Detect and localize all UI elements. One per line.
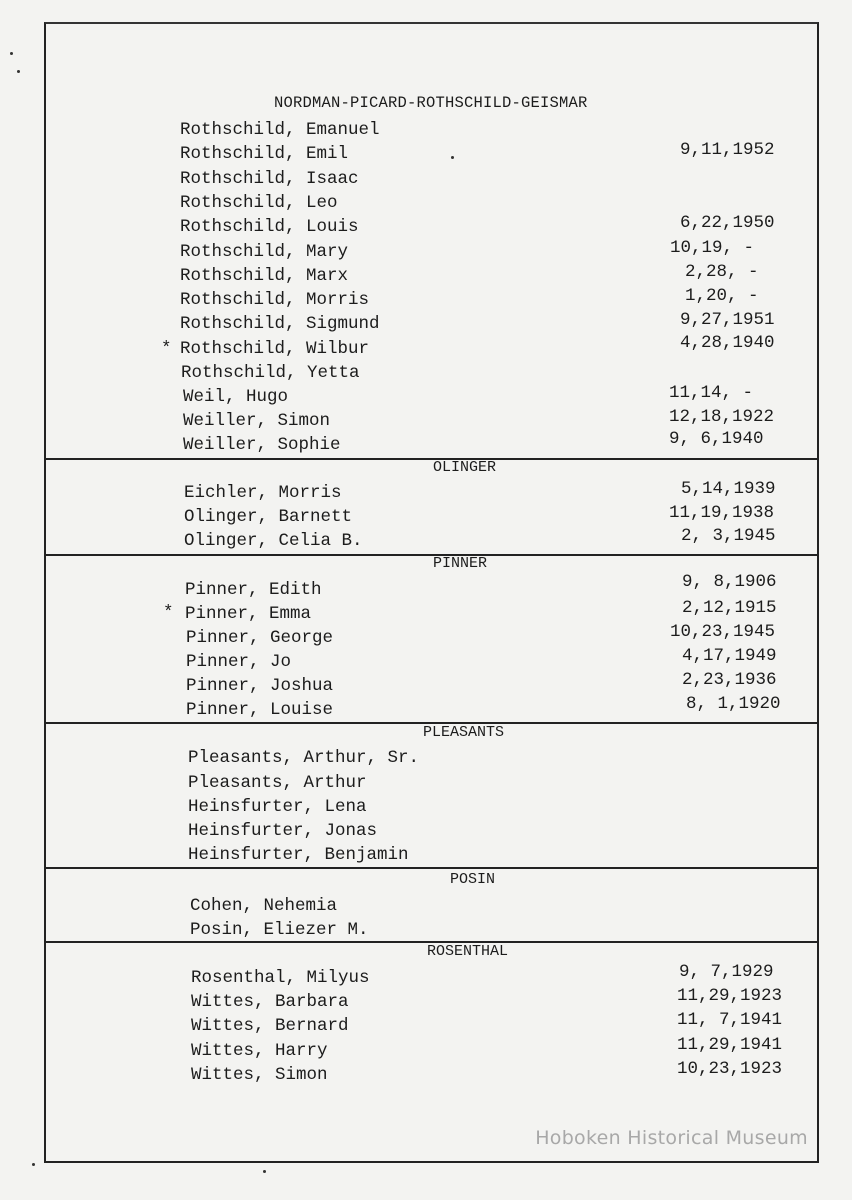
scan-speck [263,1170,266,1173]
entry-name: Wittes, Simon [191,1065,328,1085]
entry-name: Pinner, Louise [186,700,334,720]
entry-name: Weil, Hugo [183,387,289,407]
list-item [180,140,820,168]
entry-name: Rothschild, Sigmund [180,314,380,334]
entry-name: Rothschild, Emil [180,144,349,164]
section-divider [44,867,819,869]
entry-name: Rothschild, Wilbur [180,339,370,359]
list-item [184,526,824,555]
entry-name: Rothschild, Marx [180,266,349,286]
section-heading: OLINGER [433,459,497,476]
list-item [180,169,820,193]
entry-name: Rothschild, Yetta [181,363,360,383]
entry-name: Weiller, Sophie [183,435,341,455]
scan-speck [32,1163,35,1166]
list-item [188,773,828,797]
entry-date: 1,20, - [685,286,759,306]
asterisk-mark: * [163,603,174,623]
entry-name: Wittes, Harry [191,1041,328,1061]
scan-speck [17,70,20,73]
section-heading: ROSENTHAL [427,943,509,960]
page-title: NORDMAN-PICARD-ROTHSCHILD-GEISMAR [274,94,588,112]
list-item [190,896,830,920]
entry-date: 11,14, - [669,383,754,403]
scan-speck [451,156,454,159]
entry-date: 11, 7,1941 [677,1010,783,1030]
entry-date: 9,27,1951 [680,310,775,330]
entry-name: Pinner, George [186,628,334,648]
entry-name: Rothschild, Leo [180,193,338,213]
entry-date: 2,12,1915 [682,598,777,618]
section-heading: PINNER [433,555,488,572]
list-item [183,429,823,459]
section-divider [44,458,819,460]
entry-name: Pinner, Jo [186,652,292,672]
list-item [188,821,828,845]
entry-date: 2, 3,1945 [681,526,776,546]
entry-name: Rothschild, Isaac [180,169,359,189]
entry-name: Heinsfurter, Benjamin [188,845,409,865]
entry-name: Pinner, Joshua [186,676,334,696]
entry-date: 5,14,1939 [681,479,776,499]
entry-name: Rothschild, Louis [180,217,359,237]
entry-date: 10,23,1923 [677,1059,783,1079]
list-item [188,845,828,869]
entry-date: 9, 7,1929 [679,962,774,982]
list-item [186,694,826,724]
entry-name: Rothschild, Emanuel [180,120,380,140]
entry-name: Pinner, Edith [185,580,322,600]
asterisk-mark: * [161,339,172,359]
entry-date: 4,17,1949 [682,646,777,666]
entry-date: 12,18,1922 [669,407,775,427]
entry-name: Heinsfurter, Lena [188,797,367,817]
entry-name: Rothschild, Mary [180,242,349,262]
entry-date: 11,29,1923 [677,986,783,1006]
entry-name: Olinger, Barnett [184,507,353,527]
section-heading: PLEASANTS [423,724,505,741]
list-item [188,797,828,821]
entry-date: 9, 8,1906 [682,572,777,592]
section-heading: POSIN [450,871,496,888]
entry-date: 10,19, - [670,238,755,258]
section-divider [44,554,819,556]
entry-date: 9, 6,1940 [669,429,764,449]
entry-name: Wittes, Barbara [191,992,349,1012]
entry-name: Olinger, Celia B. [184,531,363,551]
list-item [191,1059,831,1089]
entry-date: 4,28,1940 [680,333,775,353]
entry-date: 2,28, - [685,262,759,282]
entry-name: Wittes, Bernard [191,1016,349,1036]
scan-speck [10,52,13,55]
entry-name: Pleasants, Arthur [188,773,367,793]
entry-date: 10,23,1945 [670,622,776,642]
entry-name: Posin, Eliezer M. [190,920,369,940]
entry-name: Pleasants, Arthur, Sr. [188,748,420,768]
entry-name: Pinner, Emma [185,604,312,624]
entry-name: Heinsfurter, Jonas [188,821,378,841]
entry-name: Rothschild, Morris [180,290,370,310]
entry-date: 8, 1,1920 [686,694,781,714]
entry-name: Rosenthal, Milyus [191,968,370,988]
list-item [161,333,820,363]
entry-date: 11,29,1941 [677,1035,783,1055]
list-item [188,748,828,772]
entry-date: 9,11,1952 [680,140,775,160]
entry-name: Cohen, Nehemia [190,896,338,916]
entry-date: 6,22,1950 [680,213,775,233]
entry-date: 11,19,1938 [669,503,775,523]
museum-watermark: Hoboken Historical Museum [535,1127,808,1149]
entry-date: 2,23,1936 [682,670,777,690]
entry-name: Eichler, Morris [184,483,342,503]
entry-name: Weiller, Simon [183,411,331,431]
